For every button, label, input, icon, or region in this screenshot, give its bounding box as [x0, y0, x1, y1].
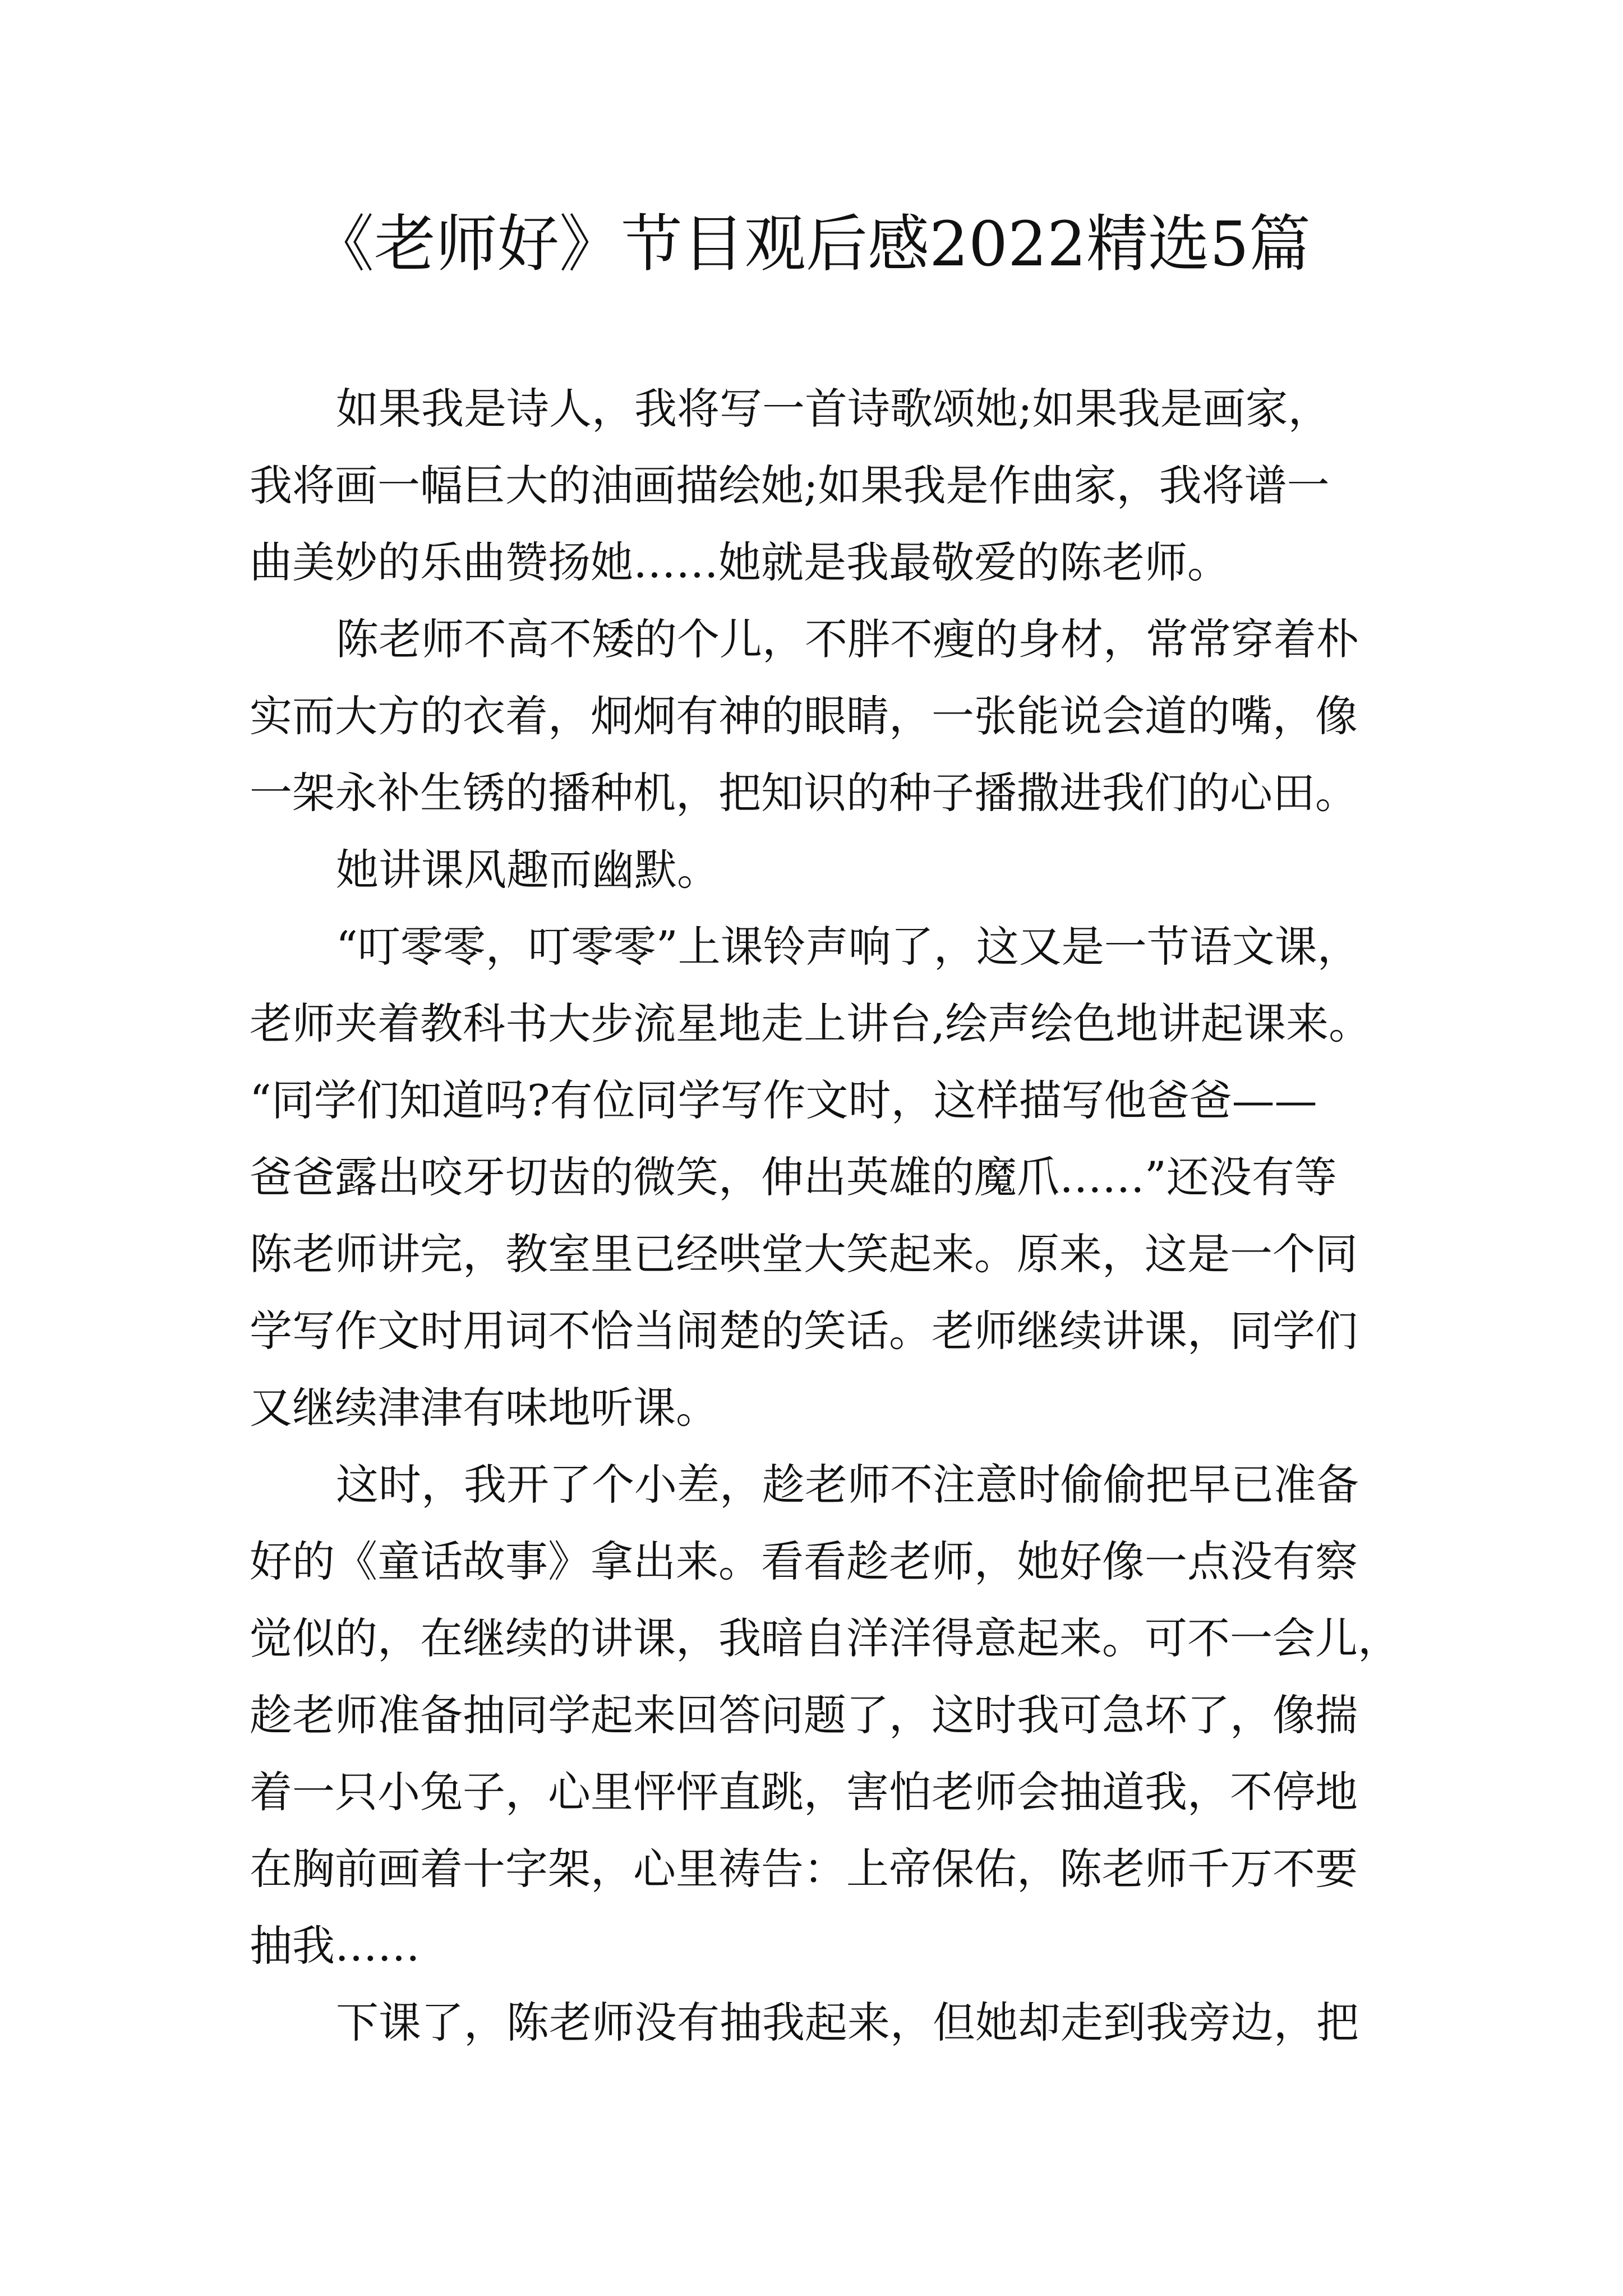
text-line: “叮零零，叮零零”上课铃声响了，这又是一节语文课，: [336, 922, 1360, 972]
paragraph: [250, 370, 1405, 601]
paragraph: [250, 908, 1405, 1446]
text-line: 陈老师不高不矮的个儿，不胖不瘦的身材，常常穿着朴: [336, 614, 1359, 664]
paragraph: [250, 831, 1405, 908]
text-line: 趁老师准备抽同学起来回答问题了，这时我可急坏了，像揣: [250, 1690, 1358, 1740]
text-line: 陈老师讲完，教室里已经哄堂大笑起来。原来，这是一个同: [250, 1229, 1358, 1279]
text-line: 我将画一幅巨大的油画描绘她;如果我是作曲家，我将谱一: [250, 461, 1330, 510]
text-line: 又继续津津有味地听课。: [250, 1383, 718, 1433]
text-line: 在胸前画着十字架，心里祷告：上帝保佑，陈老师千万不要: [250, 1844, 1358, 1894]
text-line: 老师夹着教科书大步流星地走上讲台,绘声绘色地讲起课来。: [250, 999, 1372, 1048]
text-line: 觉似的，在继续的讲课，我暗自洋洋得意起来。可不一会儿，: [250, 1613, 1400, 1663]
document-body: [250, 370, 1405, 2061]
text-line: 学写作文时用词不恰当闹楚的笑话。老师继续讲课，同学们: [250, 1306, 1358, 1356]
text-line: 好的《童话故事》拿出来。看看趁老师，她好像一点没有察: [250, 1536, 1358, 1586]
paragraph: [250, 1446, 1405, 1984]
text-line: 这时，我开了个小差，趁老师不注意时偷偷把早已准备: [336, 1460, 1359, 1510]
text-line: 曲美妙的乐曲赞扬她……她就是我最敬爱的陈老师。: [250, 537, 1230, 587]
text-line: 如果我是诗人，我将写一首诗歌颂她;如果我是画家，: [336, 384, 1331, 434]
text-line: 她讲课风趣而幽默。: [336, 845, 720, 895]
text-line: 抽我……: [250, 1921, 420, 1971]
text-line: 实而大方的衣着，炯炯有神的眼睛，一张能说会道的嘴，像: [250, 691, 1358, 741]
text-line: 着一只小兔子，心里怦怦直跳，害怕老师会抽道我，不停地: [250, 1767, 1358, 1817]
paragraph: [250, 601, 1405, 831]
text-line: 一架永补生锈的播种机，把知识的种子播撒进我们的心田。: [250, 768, 1358, 818]
text-line: 爸爸露出咬牙切齿的微笑，伸出英雄的魔爪……”还没有等: [250, 1152, 1337, 1202]
paragraph: [250, 1984, 1405, 2061]
text-line: “同学们知道吗?有位同学写作文时，这样描写他爸爸——: [250, 1075, 1317, 1125]
text-line: 下课了，陈老师没有抽我起来，但她却走到我旁边，把: [336, 1998, 1359, 2047]
document-title: 《老师好》节目观后感2022精选5篇: [312, 208, 1311, 280]
